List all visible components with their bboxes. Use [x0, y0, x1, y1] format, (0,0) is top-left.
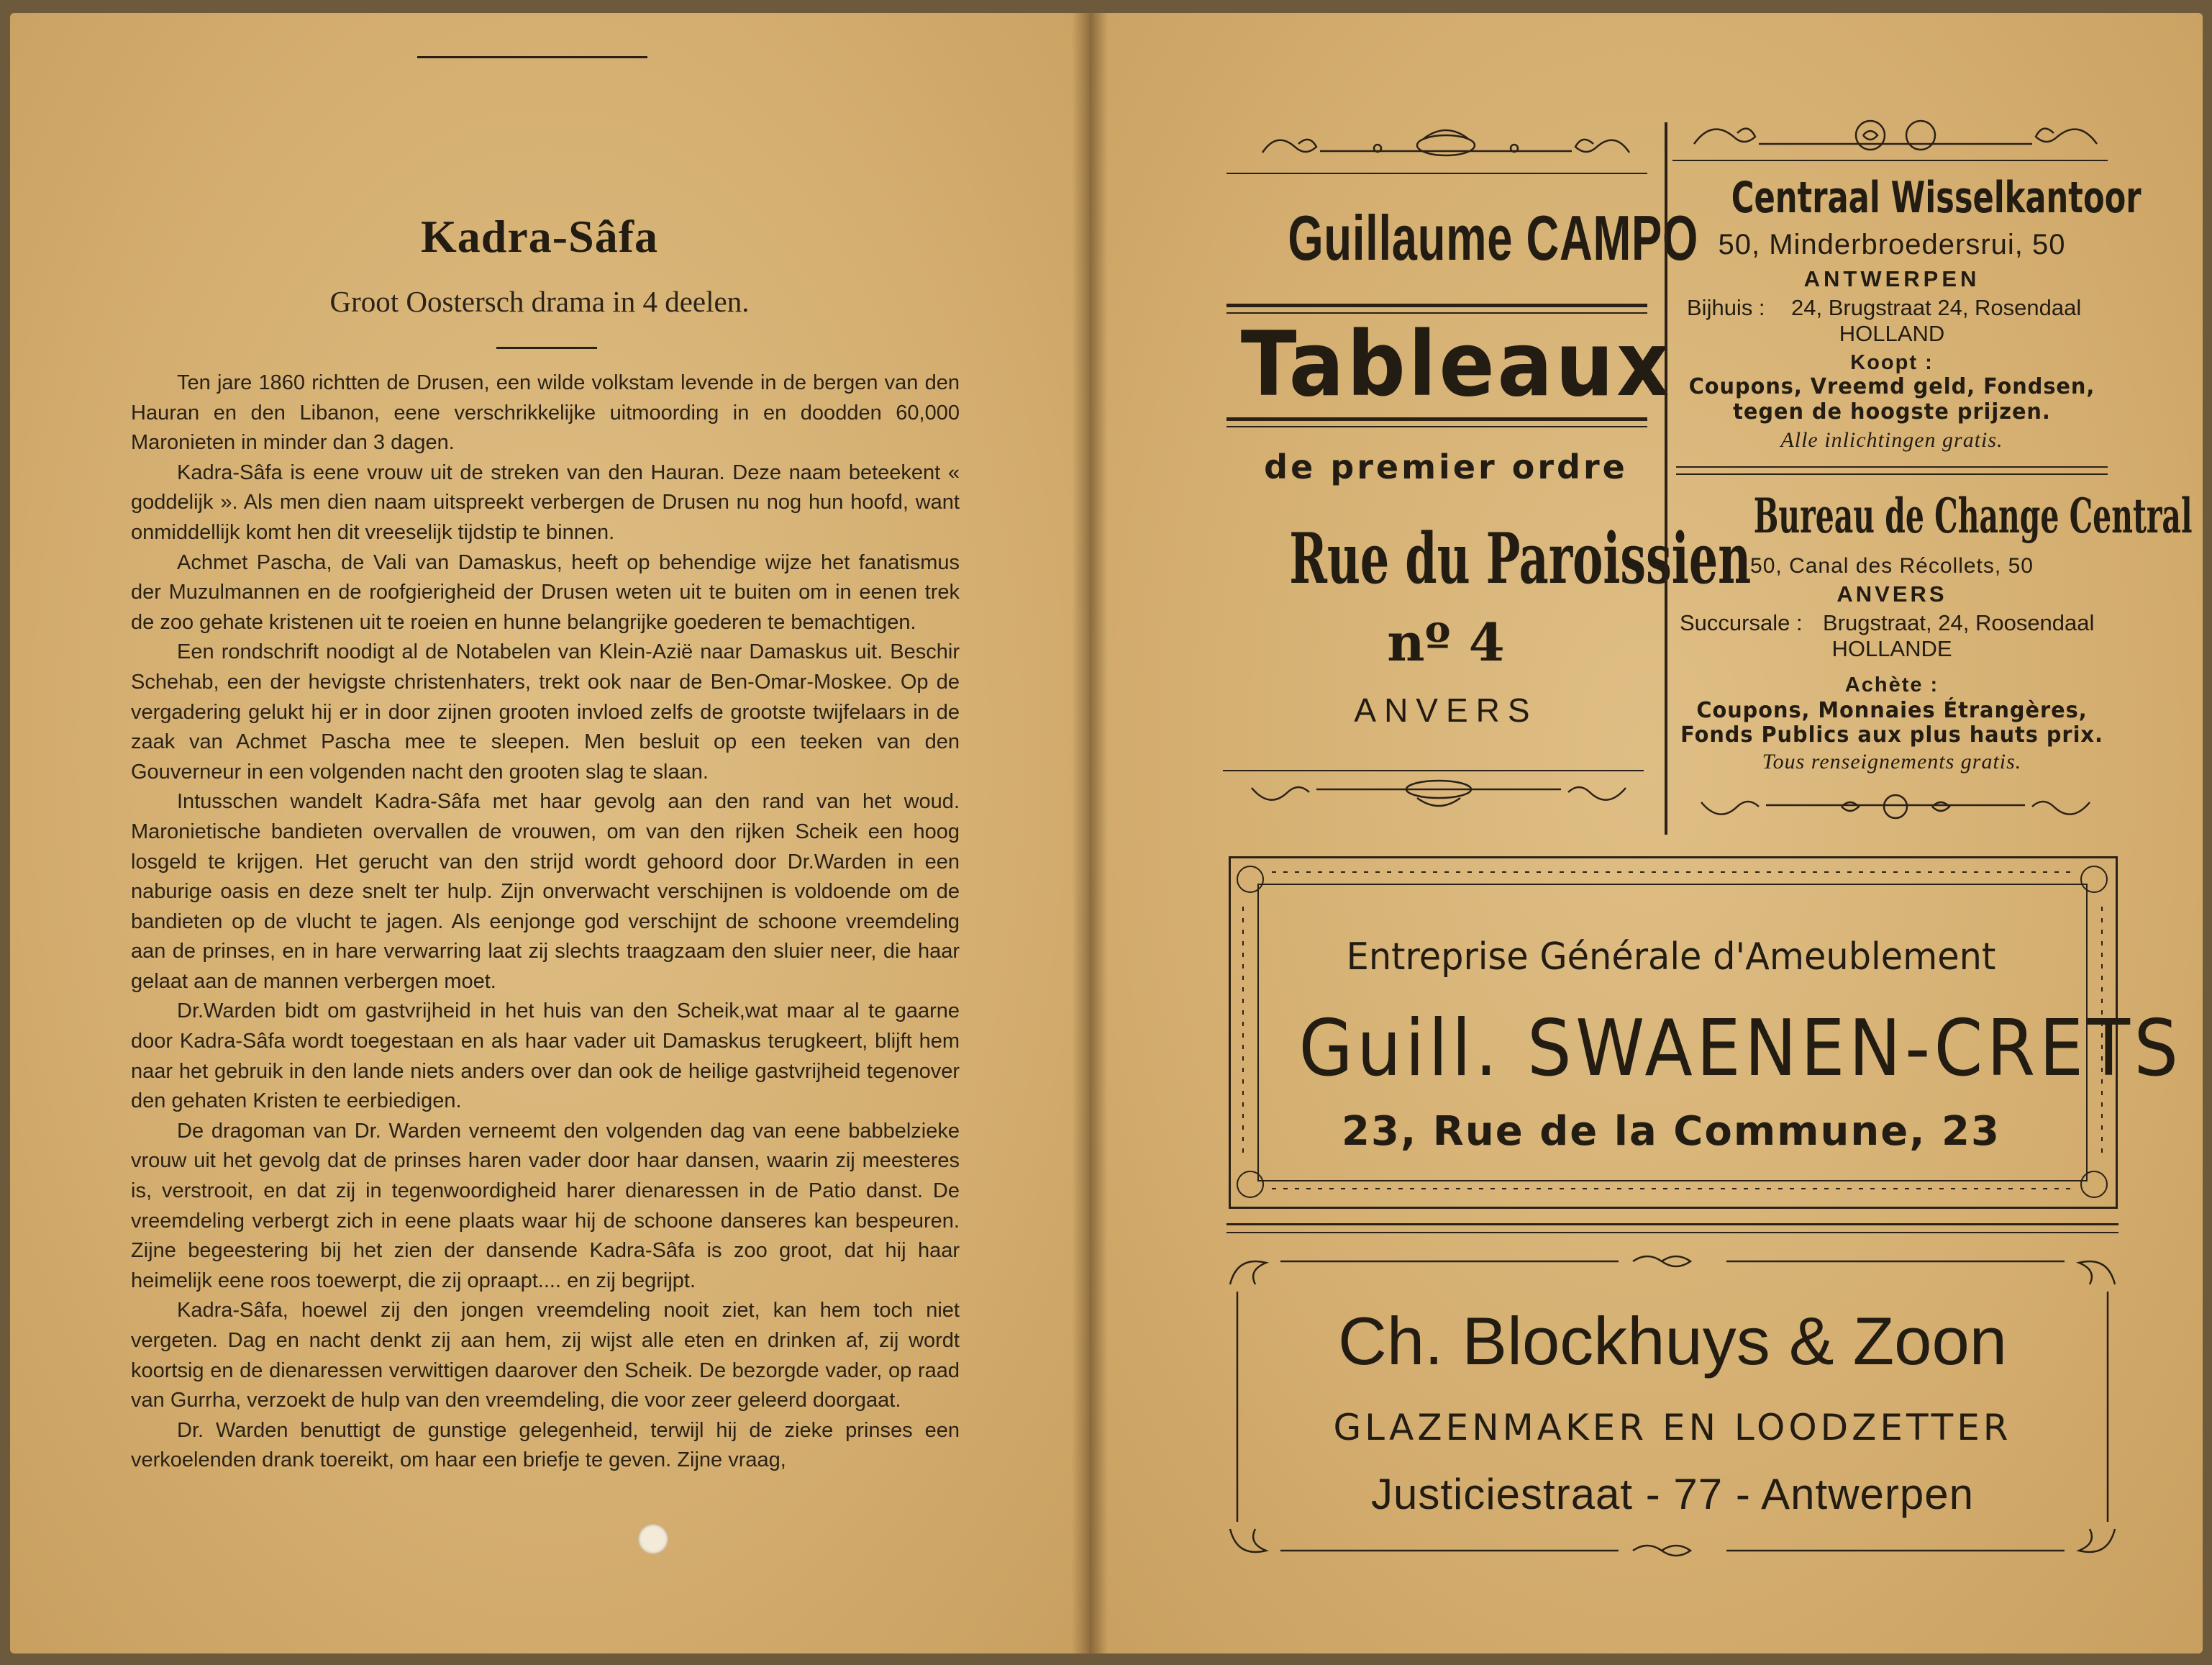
- rule: [1223, 770, 1644, 771]
- story-paragraph: Achmet Pascha, de Vali van Damaskus, heeft op behendige wijze het fanatismus der Muzulmannen en de roofgierigheid der Drusen weten uit te buiten om in eenen trek de zoo gehate kristenen uit te roeien en hunne belangrijke goederen te bemachtigen.: [131, 550, 960, 634]
- bureau-change-address: 50, Canal des Récollets, 50: [1750, 554, 2034, 578]
- rule: [1226, 1223, 2118, 1225]
- campo-tagline: de premier ordre: [1264, 448, 1628, 486]
- bureau-change-branch: Brugstraat, 24, Roosendaal: [1823, 610, 2095, 635]
- campo-street: Rue du Paroissien: [1289, 518, 1752, 599]
- story-paragraph: Dr. Warden benuttigt de gunstige gelegenheid, terwijl hij de zieke prinses een verkoelenden drank toereikt, om haar een briefje te geven. Zijne vraag,: [131, 1418, 960, 1472]
- bureau-change-buys-label: Achète :: [1844, 673, 1939, 697]
- bureau-change-buys-2: Fonds Publics aux plus hauts prix.: [1680, 722, 2103, 748]
- story-paragraph: Een rondschrift noodigt al de Notabelen van Klein-Azië naar Damaskus uit. Beschir Schehab, een der hevigste christenhaters, trekt ook naar de Ben-Omar-Moskee. Op de vergadering gelukt hij er in door zijnen grooten invloed zelfs de grootste twijfelaars in de zaak van Achmet Pascha mee te sleepen. Men besluit op een teeken van den Gouverneur in een volgenden nacht den grooten slag te slaan.: [131, 640, 960, 784]
- story-paragraph: Kadra-Sâfa, hoewel zij den jongen vreemdeling nooit ziet, kan hem toch niet vergeten. Dag en nacht denkt zij aan hem, zij wijst alle eten en drinken af, zij wordt koortsig en de dienaressen verwittigen daarover den Scheik. De bezorgde vader, op raad van Gurrha, verzoekt de hulp van den vreemdeling, die voor zeer geleerd doorgaat.: [131, 1299, 960, 1412]
- punch-hole: [638, 1524, 668, 1554]
- story-title: Kadra-Sâfa: [421, 211, 658, 262]
- wisselkantoor-city: ANTWERPEN: [1803, 266, 1980, 291]
- rule: [1676, 473, 2108, 475]
- campo-name: Guillaume CAMPO: [1288, 202, 1698, 273]
- story-paragraph: Kadra-Sâfa is eene vrouw uit de streken van den Hauran. Deze naam beteekent « goddelijk ». Als men dien naam uitspreekt verbergen de Drusen nu nog hun hoofd, want onmiddellijk komt hen dit vreeselijk tijdstip te binnen.: [131, 461, 960, 544]
- scroll-ornament-icon: [1694, 788, 2097, 831]
- scroll-ornament-icon: [1244, 773, 1633, 817]
- rule: [1226, 426, 1647, 427]
- column-divider: [1665, 122, 1667, 835]
- rule: [1226, 173, 1647, 174]
- blockhuys-name: Ch. Blockhuys & Zoon: [1338, 1303, 2007, 1379]
- story-paragraph: Ten jare 1860 richtten de Drusen, een wilde volkstam levende in de bergen van den Hauran en den Libanon, eene verschrikkelijke uitmoording in en doodden 60,000 Maronieten in minder dan 3 dagen.: [131, 371, 960, 455]
- bureau-change-name: Bureau de Change Central: [1753, 488, 2193, 544]
- bureau-change-branch-label: Succursale :: [1680, 610, 1803, 635]
- story-subtitle: Groot Oostersch drama in 4 deelen.: [329, 285, 750, 318]
- campo-city: ANVERS: [1354, 691, 1538, 729]
- top-rule: [417, 56, 647, 58]
- campo-product: Tableaux: [1240, 313, 1672, 417]
- rule: [1226, 304, 1647, 307]
- ameublement-line1: Entreprise Générale d'Ameublement: [1346, 935, 1996, 979]
- wisselkantoor-address: 50, Minderbroedersrui, 50: [1718, 229, 2066, 260]
- bureau-change-branch-country: HOLLANDE: [1831, 636, 1952, 661]
- wisselkantoor-branch-country: HOLLAND: [1839, 321, 1945, 346]
- rule: [1676, 466, 2108, 468]
- scroll-ornament-icon: [1687, 108, 2104, 162]
- title-divider: [496, 347, 597, 349]
- story-paragraph: Intusschen wandelt Kadra-Sâfa met haar gevolg aan den rand van het woud. Maronietische bandieten overvallen de vrouwen, om van den rijken Scheik een hoog losgeld te krijgen. Het gerucht van den strijd wordt gehoord door Dr.Warden in een naburige oasis en deze snelt ter hulp. Zijn onverwacht verschijnen is voldoende om de bandieten op de vlucht te jagen. Als eenjonge god verschijnt de schoone vreemdeling aan de prinses, en in hare verwarring laat zij slechts traagzaam den sluier neer, die haar gelaat aan de mannen verbergen moet.: [131, 790, 960, 993]
- scroll-ornament-icon: [1255, 124, 1637, 167]
- wisselkantoor-buys-2: tegen de hoogste prijzen.: [1733, 399, 2051, 425]
- blockhuys-trade: GLAZENMAKER EN LOODZETTER: [1333, 1407, 2012, 1448]
- rule: [1226, 1232, 2118, 1233]
- wisselkantoor-branch-label: Bijhuis :: [1687, 295, 1765, 320]
- blockhuys-address: Justiciestraat - 77 - Antwerpen: [1370, 1470, 1975, 1518]
- bureau-change-city: ANVERS: [1836, 581, 1947, 607]
- wisselkantoor-branch: 24, Brugstraat 24, Rosendaal: [1791, 295, 2082, 320]
- story-text: [131, 368, 960, 1476]
- ameublement-address: 23, Rue de la Commune, 23: [1342, 1108, 2001, 1155]
- bureau-change-note: Tous renseignements gratis.: [1762, 750, 2022, 773]
- rule: [1226, 417, 1647, 421]
- campo-number: nº 4: [1387, 612, 1505, 673]
- wisselkantoor-note: Alle inlichtingen gratis.: [1780, 428, 2003, 452]
- wisselkantoor-buys-label: Koopt :: [1850, 351, 1934, 374]
- wisselkantoor-buys-1: Coupons, Vreemd geld, Fondsen,: [1688, 374, 2095, 399]
- wisselkantoor-name: Centraal Wisselkantoor: [1731, 173, 2142, 223]
- ameublement-name: Guill. SWAENEN-CRETS: [1298, 1004, 2183, 1094]
- bureau-change-buys-1: Coupons, Monnaies Étrangères,: [1696, 698, 2088, 723]
- story-paragraph: Dr.Warden bidt om gastvrijheid in het huis van den Scheik,wat maar al te gaarne door Kadra-Sâfa wordt toegestaan en als haar vader uit Damaskus terugkeert, blijft hem naar het gebruik in den lande niets anders over dan ook de heilige gastvrijheid tegenover den gehaten Kristen te eerbiedigen.: [131, 999, 960, 1113]
- rule: [1672, 160, 2108, 161]
- story-paragraph: De dragoman van Dr. Warden verneemt den volgenden dag van eene babbelzieke vrouw uit het gevolg dat de prinses haren vader door haar dansen, waarin zij meesteres is, verstrooit, en dat zij in tegenwoordigheid harer dienaressen in de Patio danst. De vreemdeling verbergt zich in eene plaats waar hij de schoone danseres kan bespeuren. Zijne begeestering bij het zien der dansende Kadra-Sâfa is zoo groot, dat hij haar heimelijk eene roos toewerpt, die zij opraapt.... en zij begrijpt.: [131, 1119, 960, 1292]
